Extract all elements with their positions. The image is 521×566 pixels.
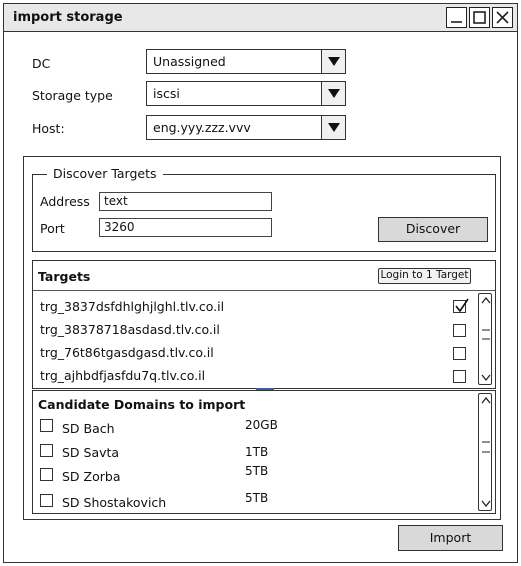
domain-checkbox[interactable] [40,444,53,457]
import-storage-window [3,3,518,563]
minimize-button[interactable] [446,7,467,28]
storage-panel [23,156,501,520]
target-checkbox[interactable] [453,300,466,313]
target-name: trg_3837dsfdhlghjlghl.tlv.co.il [40,299,225,314]
close-button[interactable] [492,7,513,28]
domain-checkbox[interactable] [40,419,53,432]
address-label: Address [40,194,90,209]
import-button[interactable]: Import [398,525,503,551]
domain-size: 20GB [245,418,278,432]
dc-select-arrow[interactable] [321,50,345,73]
minimize-icon [449,10,464,25]
target-name: trg_76t86tgasdgasd.tlv.co.il [40,345,214,360]
port-label: Port [40,221,65,236]
dc-label: DC [32,56,51,71]
targets-header: Targets [38,269,91,284]
chevron-down-icon [328,123,340,133]
maximize-button[interactable] [469,7,490,28]
port-input[interactable]: 3260 [99,218,272,237]
dc-select-value: Unassigned [153,54,226,69]
domains-scrollbar[interactable] [478,393,492,511]
login-targets-button[interactable]: Login to 1 Target [378,268,471,284]
target-checkbox[interactable] [453,370,466,383]
maximize-icon [472,10,487,25]
discover-button[interactable]: Discover [378,217,488,242]
chevron-down-icon [328,89,340,99]
target-name: trg_ajhbdfjasfdu7q.tlv.co.il [40,368,206,383]
domain-name: SD Zorba [62,469,121,484]
target-checkbox[interactable] [453,347,466,360]
chevron-down-icon [328,57,340,67]
domain-name: SD Savta [62,445,120,460]
targets-list [32,260,496,389]
target-checkbox[interactable] [453,324,466,337]
host-label: Host: [32,121,65,136]
scroll-thumb-grip-icon [481,328,491,342]
dc-select[interactable] [146,49,346,74]
discover-targets-legend: Discover Targets [47,166,163,181]
host-select-value: eng.yyy.zzz.vvv [153,120,251,135]
host-select[interactable] [146,115,346,140]
domain-size: 1TB [245,445,269,459]
domain-name: SD Shostakovich [62,495,167,510]
close-icon [495,10,510,25]
scroll-thumb-grip-icon [481,440,491,454]
address-input[interactable]: text [99,192,272,211]
domain-size: 5TB [245,491,269,505]
storage-type-label: Storage type [32,88,113,103]
targets-scrollbar[interactable] [478,293,492,385]
domain-checkbox[interactable] [40,468,53,481]
domain-name: SD Bach [62,421,115,436]
candidate-domains-list [32,390,496,514]
window-title: import storage [13,10,123,25]
domain-checkbox[interactable] [40,494,53,507]
target-name: trg_38378718asdasd.tlv.co.il [40,322,220,337]
storage-type-select-value: iscsi [153,86,180,101]
title-bar [4,4,517,32]
targets-header-divider [33,290,495,291]
domains-header: Candidate Domains to import [38,397,246,412]
discover-targets-group [32,166,496,252]
host-select-arrow[interactable] [321,116,345,139]
chevron-up-icon [481,396,491,404]
chevron-down-icon [481,500,491,508]
domain-size: 5TB [245,464,269,478]
chevron-down-icon [481,374,491,382]
checkmark-icon [454,298,470,314]
storage-type-select-arrow[interactable] [321,82,345,105]
chevron-up-icon [481,296,491,304]
storage-type-select[interactable] [146,81,346,106]
